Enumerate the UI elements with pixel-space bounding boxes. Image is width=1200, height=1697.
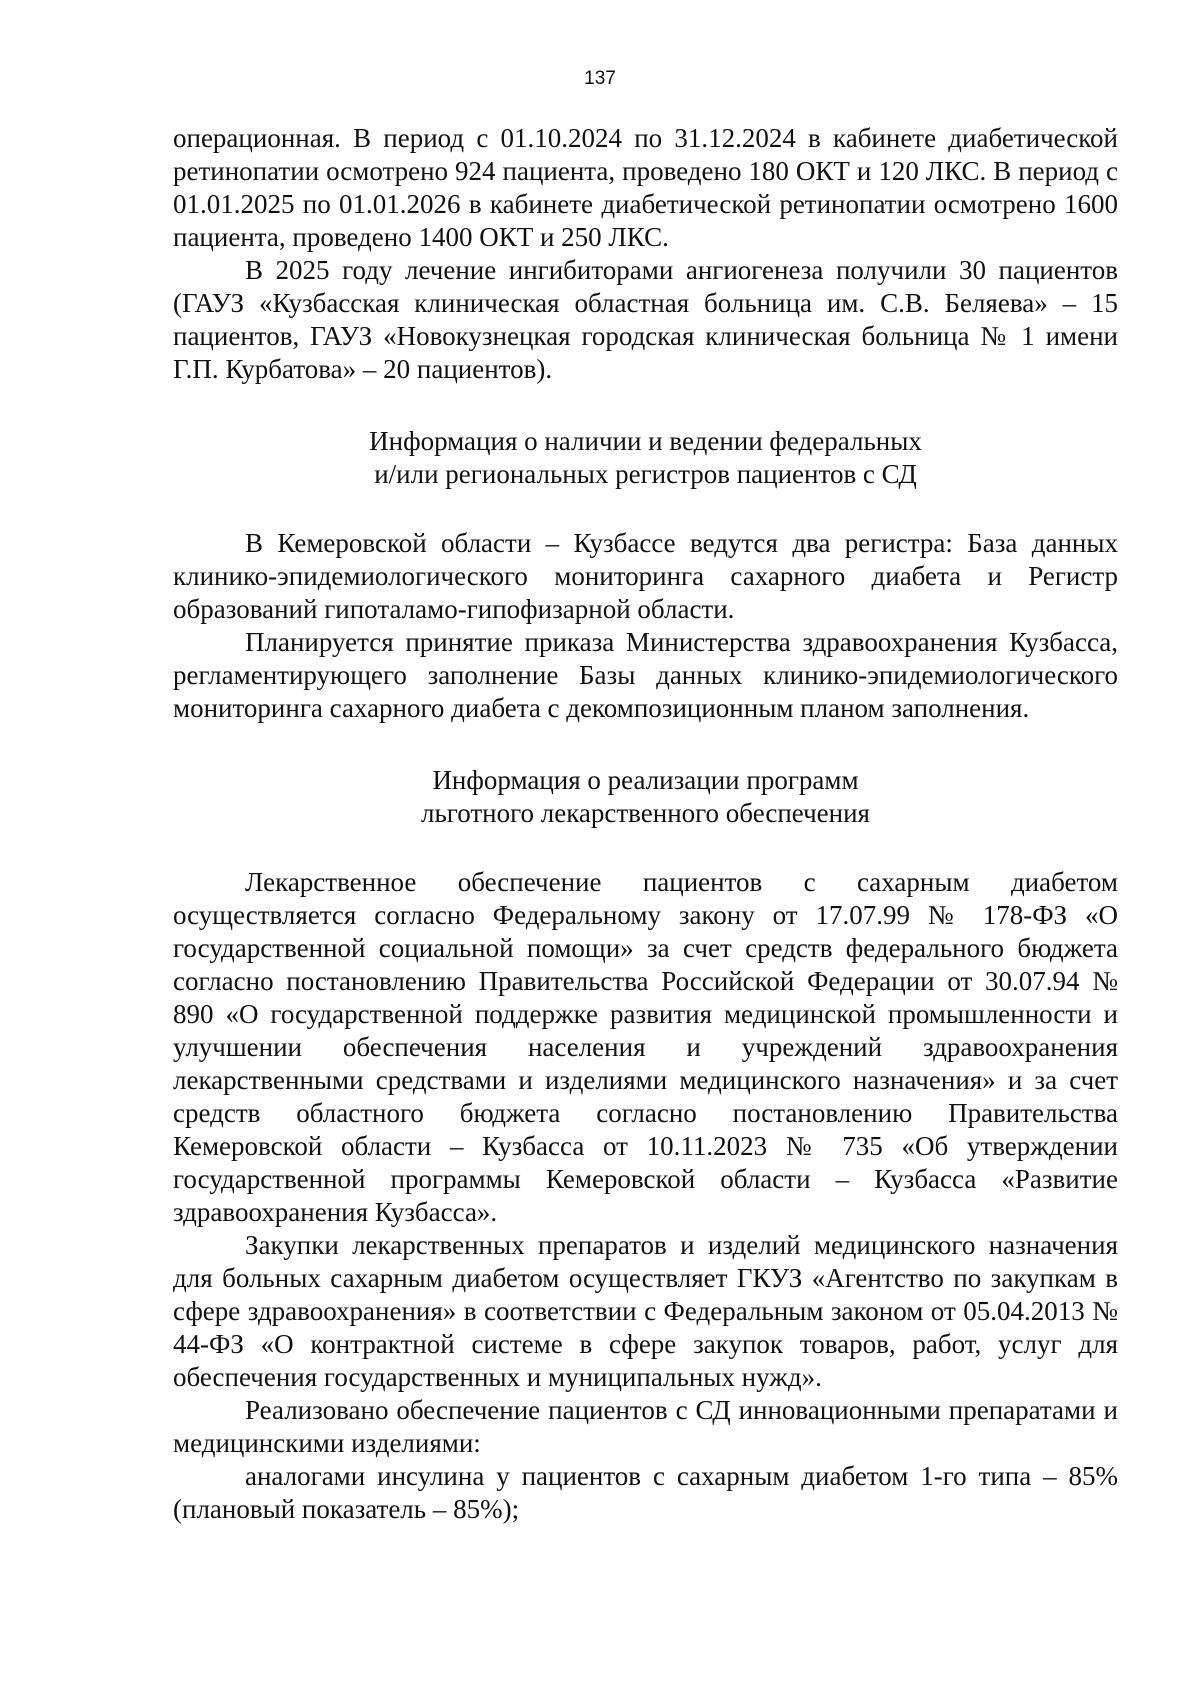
paragraph-angiogenesis-treatment: В 2025 году лечение ингибиторами ангиогенеза получили 30 пациентов (ГАУЗ «Кузбасская клиническая областная больница им. С.В. Беляева» – 15 пациентов, ГАУЗ «Новокузнецкая городская клиническая больница № 1 имени Г.П. Курбатова» – 20 пациентов). <box>173 255 1118 384</box>
heading-programs <box>173 764 1118 830</box>
heading-programs-line1: Информация о реализации программ <box>432 765 859 795</box>
paragraph-registers-plan: Планируется принятие приказа Министерства здравоохранения Кузбасса, регламентирующего заполнение Базы данных клинико-эпидемиологического мониторинга сахарного диабета с декомпозиционным планом заполнения. <box>173 627 1118 723</box>
paragraph-drug-supply-legal: Лекарственное обеспечение пациентов с сахарным диабетом осуществляется согласно Федеральному закону от 17.07.99 № 178-ФЗ «О государственной социальной помощи» за счет средств федерального бюджета согласно постановлению Правительства Российской Федерации от 30.07.94 № 890 «О государственной поддержке развития медицинской промышленности и улучшении обеспечения населения и учреждений здравоохранения лекарственными средствами и изделиями медицинского назначения» и за счет средств областного бюджета согласно постановлению Правительства Кемеровской области – Кузбасса от 10.11.2023 № 735 «Об утверждении государственной программы Кемеровской области – Кузбасса «Развитие здравоохранения Кузбасса». <box>173 867 1118 1227</box>
paragraph-procurement: Закупки лекарственных препаратов и изделий медицинского назначения для больных сахарным диабетом осуществляет ГКУЗ «Агентство по закупкам в сфере здравоохранения» в соответствии с Федеральным законом от 05.04.2013 № 44-ФЗ «О контрактной системе в сфере закупок товаров, работ, услуг для обеспечения государственных и муниципальных нужд». <box>173 1230 1118 1392</box>
heading-programs-line2: льготного лекарственного обеспечения <box>421 798 870 828</box>
paragraph-retinopathy-stats: операционная. В период с 01.10.2024 по 31.12.2024 в кабинете диабетической ретинопатии осмотрено 924 пациента, проведено 180 ОКТ и 120 ЛКС. В период с 01.01.2025 по 01.01.2026 в кабинете диабетической ретинопатии осмотрено 1600 пациента, проведено 1400 ОКТ и 250 ЛКС. <box>173 123 1118 252</box>
paragraph-insulin-analogs: аналогами инсулина у пациентов с сахарным диабетом 1-го типа – 85% (плановый показатель – 85%); <box>173 1461 1118 1524</box>
document-body <box>173 122 1118 1526</box>
paragraph-innovative-supply: Реализовано обеспечение пациентов с СД инновационными препаратами и медицинскими изделиями: <box>173 1395 1118 1458</box>
page-number: 137 <box>584 68 616 89</box>
paragraph-registers-list: В Кемеровской области – Кузбассе ведутся два регистра: База данных клинико-эпидемиологического мониторинга сахарного диабета и Регистр образований гипоталамо-гипофизарной области. <box>173 528 1118 624</box>
heading-registers-line1: Информация о наличии и ведении федеральных <box>369 426 922 456</box>
heading-registers <box>173 425 1118 491</box>
heading-registers-line2: и/или региональных регистров пациентов с СД <box>374 459 917 489</box>
